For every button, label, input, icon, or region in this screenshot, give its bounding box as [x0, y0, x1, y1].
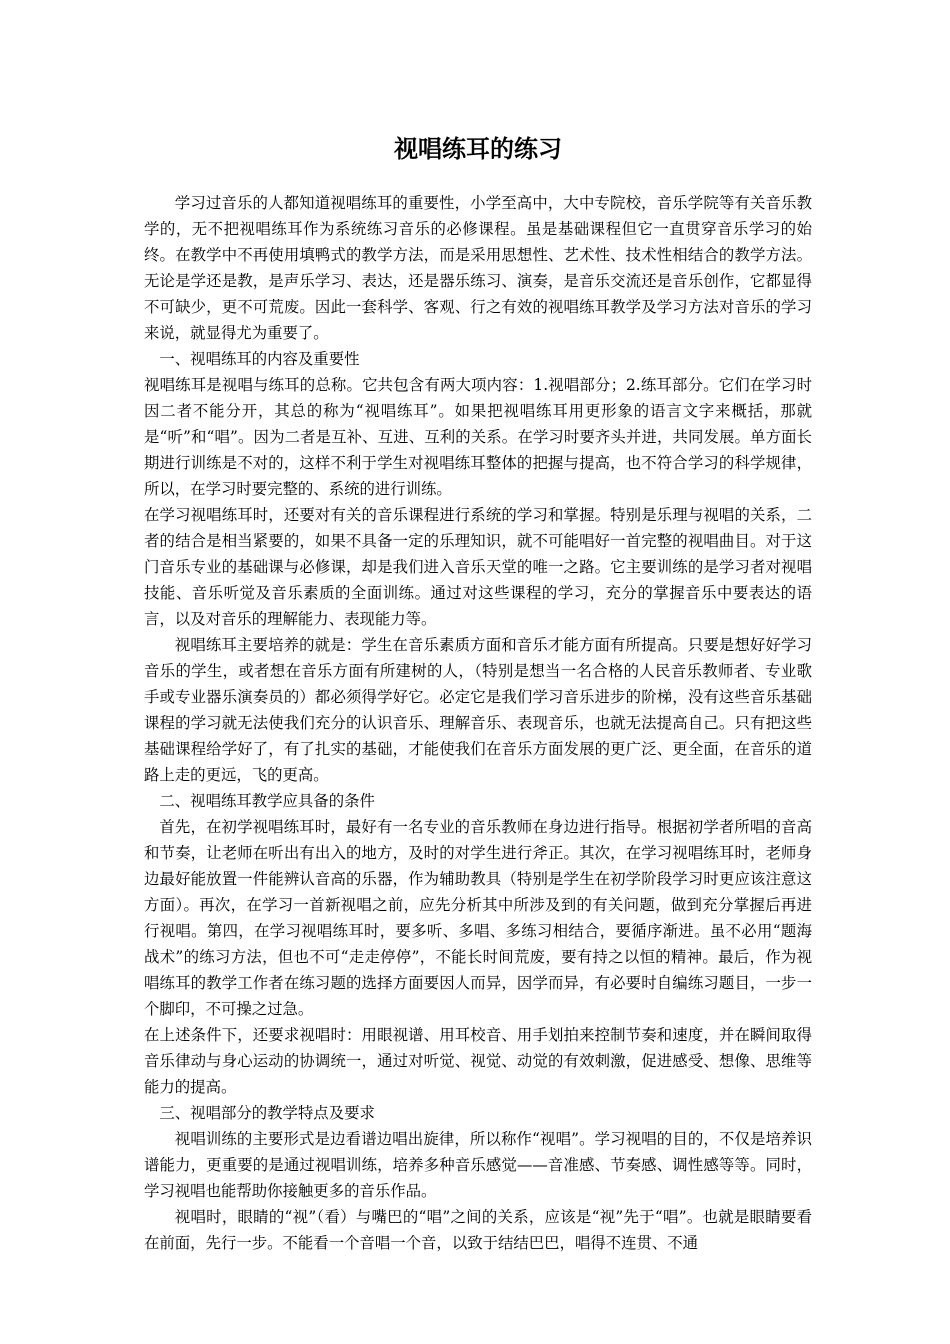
- body-paragraph: 视唱时，眼睛的“视”（看）与嘴巴的“唱”之间的关系，应该是“视”先于“唱”。也就是眼睛要看在前面，先行一步。不能看一个音唱一个音，以致于结结巴巴，唱得不连贯、不通: [144, 1208, 812, 1252]
- document-page: [144, 120, 812, 1256]
- body-paragraph: 视唱练耳是视唱与练耳的总称。它共包含有两大项内容：1.视唱部分；2.练耳部分。它们在学习时因二者不能分开，其总的称为“视唱练耳”。如果把视唱练耳用更形象的语言文字来概括，那就是“听”和“唱”。因为二者是互补、互进、互利的关系。在学习时要齐头并进，共同发展。单方面长期进行训练是不对的，这样不利于学生对视唱练耳整体的把握与提高，也不符合学习的科学规律，所以，在学习时要完整的、系统的进行训练。: [144, 376, 812, 498]
- body-paragraph: 首先，在初学视唱练耳时，最好有一名专业的音乐教师在身边进行指导。根据初学者所唱的音高和节奏，让老师在听出有出入的地方，及时的对学生进行斧正。其次，在学习视唱练耳时，老师身边最好能放置一件能辨认音高的乐器，作为辅助教具（特别是学生在初学阶段学习时更应该注意这方面）。再次，在学习一首新视唱之前，应先分析其中所涉及到的有关问题，做到充分掌握后再进行视唱。第四，在学习视唱练耳时，要多听、多唱、多练习相结合，要循序渐进。虽不必用“题海战术”的练习方法，但也不可“走走停停”，不能长时间荒废，要有持之以恒的精神。最后，作为视唱练耳的教学工作者在练习题的选择方面要因人而异，因学而异，有必要时自编练习题目，一步一个脚印，不可操之过急。: [144, 818, 812, 1018]
- body-paragraph: 视唱训练的主要形式是边看谱边唱出旋律，所以称作“视唱”。学习视唱的目的，不仅是培养识谱能力，更重要的是通过视唱训练，培养多种音乐感觉——音准感、节奏感、调性感等等。同时，学习视唱也能帮助你接触更多的音乐作品。: [144, 1130, 812, 1200]
- body-paragraph: 在学习视唱练耳时，还要对有关的音乐课程进行系统的学习和掌握。特别是乐理与视唱的关系，二者的结合是相当紧要的，如果不具备一定的乐理知识，就不可能唱好一首完整的视唱曲目。对于这门音乐专业的基础课与必修课，却是我们进入音乐天堂的唯一之路。它主要训练的是学习者对视唱技能、音乐听觉及音乐素质的全面训练。通过对这些课程的学习，充分的掌握音乐中要表达的语言，以及对音乐的理解能力、表现能力等。: [144, 506, 812, 628]
- document-title: 视唱练耳的练习: [394, 134, 562, 163]
- body-paragraph: 在上述条件下，还要求视唱时：用眼视谱、用耳校音、用手划拍来控制节奏和速度，并在瞬间取得音乐律动与身心运动的协调统一，通过对听觉、视觉、动觉的有效刺激，促进感受、想像、思维等能力的提高。: [144, 1026, 812, 1096]
- section-heading-3: 三、视唱部分的教学特点及要求: [159, 1104, 375, 1122]
- section-heading-1: 一、视唱练耳的内容及重要性: [159, 350, 360, 368]
- body-paragraph: 视唱练耳主要培养的就是：学生在音乐素质方面和音乐才能方面有所提高。只要是想好好学习音乐的学生，或者想在音乐方面有所建树的人，（特别是想当一名合格的人民音乐教师者、专业歌手或专业器乐演奏员的）都必须得学好它。必定它是我们学习音乐进步的阶梯，没有这些音乐基础课程的学习就无法使我们充分的认识音乐、理解音乐、表现音乐，也就无法提高自己。只有把这些基础课程给学好了，有了扎实的基础，才能使我们在音乐方面发展的更广泛、更全面，在音乐的道路上走的更远，飞的更高。: [144, 636, 812, 784]
- section-heading-2: 二、视唱练耳教学应具备的条件: [159, 792, 375, 810]
- intro-paragraph: 学习过音乐的人都知道视唱练耳的重要性，小学至高中，大中专院校，音乐学院等有关音乐教学的，无不把视唱练耳作为系统练习音乐的必修课程。虽是基础课程但它一直贯穿音乐学习的始终。在教学中不再使用填鸭式的教学方法，而是采用思想性、艺术性、技术性相结合的教学方法。无论是学还是教，是声乐学习、表达，还是器乐练习、演奏，是音乐交流还是音乐创作，它都显得不可缺少，更不可荒废。因此一套科学、客观、行之有效的视唱练耳教学及学习方法对音乐的学习来说，就显得尤为重要了。: [144, 194, 812, 342]
